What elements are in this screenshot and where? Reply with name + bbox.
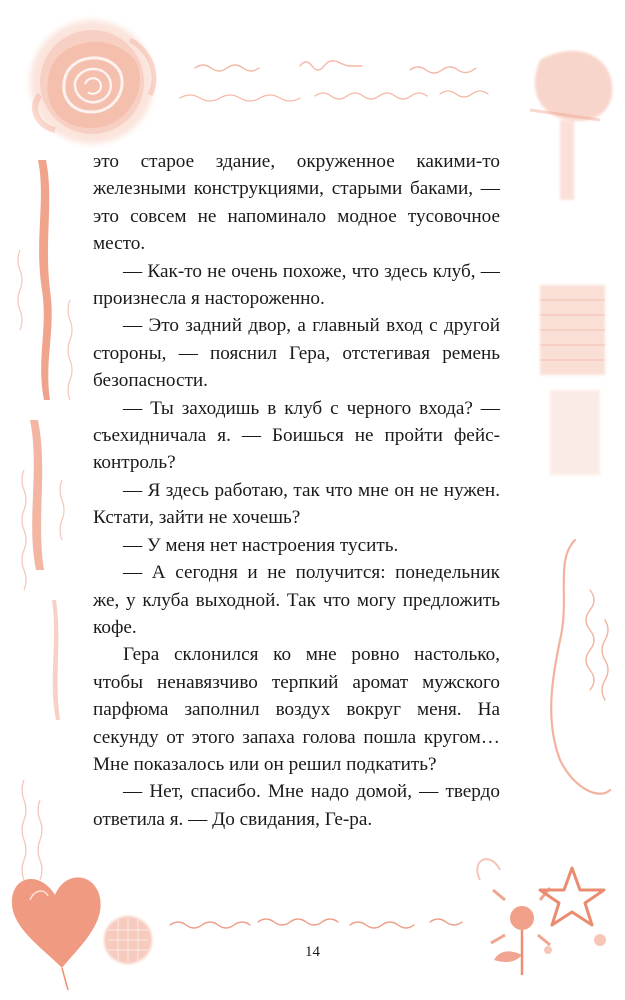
right-texture-decoration (540, 285, 605, 475)
paragraph: — У меня нет настроения тусить. (123, 534, 399, 556)
top-script-decoration (180, 61, 488, 101)
star-icon (540, 868, 606, 954)
page-number: 14 (305, 944, 320, 960)
heart-icon (12, 877, 101, 990)
paragraph: — Я здесь работаю, так что мне он не нужен. Кстати, зайти не хочешь? (93, 479, 500, 529)
rose-icon (30, 20, 154, 144)
page-text (93, 148, 500, 833)
paragraph: это старое здание, окруженное какими-то железными конструкциями, старыми баками, — это совсем не напоминало модное тусовочное место. (93, 151, 500, 255)
paragraph: — Нет, спасибо. Мне надо домой, — твердо ответила я. — До свидания, Ге-ра. (93, 781, 500, 830)
top-right-smudge (530, 51, 612, 200)
paragraph: — Как-то не очень похоже, что здесь клуб, — произнесла я настороженно. (93, 260, 500, 310)
paragraph: — Это задний двор, а главный вход с другой стороны, — пояснил Гера, отстегивая ремень безопасности. (93, 315, 500, 392)
right-script-decoration (551, 540, 610, 794)
bottom-script-decoration (170, 919, 462, 928)
paragraph: Гера склонился ко мне ровно настолько, чтобы ненавязчиво терпкий аромат мужского парфюма заполнил воздух вокруг меня. На секунду от этого запаха голова пошла кругом… Мне показалось или он решил подкатить? (93, 644, 500, 775)
left-brush-decoration (30, 160, 60, 720)
paragraph: — А сегодня и не получится: понедельник же, у клуба выходной. Так что могу предложить кофе. (93, 562, 500, 638)
paragraph: — Ты заходишь в клуб с черного входа? — съехидничала я. — Боишься не пройти фейс-контроль? (93, 397, 500, 474)
